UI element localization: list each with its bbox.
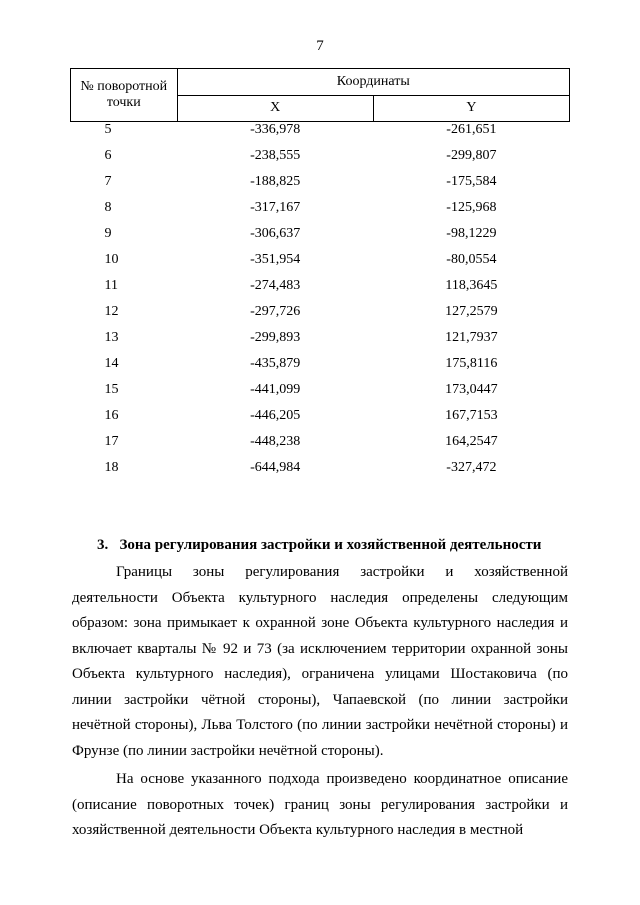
header-coordinates: Координаты [177,69,569,96]
cell-point-number: 11 [104,278,118,293]
cell-y: -175,584 [446,174,497,189]
cell-point-number: 13 [104,330,119,345]
cell-point-number: 9 [104,226,112,241]
section-title: Зона регулирования застройки и хозяйственной деятельности [119,537,542,553]
cell-point-number: 17 [104,434,119,449]
header-y: Y [373,95,569,122]
table-row [71,460,570,486]
cell-y: -125,968 [446,200,497,215]
table-row [71,148,570,174]
cell-point-number: 18 [104,460,119,475]
table-row [71,356,570,382]
paragraph-1: Границы зоны регулирования застройки и хозяйственной деятельности Объекта культурного наследия определены следующим образом: зона примыкает к охранной зоне Объекта культурного наследия и включает кварталы № 92 и 73 (за исключением территории охранной зоны Объекта культурного наследия), ограничена улицами Шостаковича (по линии застройки чётной стороны), Чапаевской (по линии застройки нечётной стороны), Льва Толстого (по линии застройки нечётной стороны) и Фрунзе (по линии застройки нечётной стороны). [72,564,568,759]
cell-point-number: 15 [104,382,119,397]
table-row [71,408,570,434]
cell-point-number: 7 [104,174,112,189]
cell-x: -448,238 [250,434,301,449]
cell-x: -644,984 [250,460,301,475]
cell-point-number: 14 [104,356,119,371]
page-number: 7 [316,38,324,54]
cell-x: -306,637 [250,226,301,241]
cell-y: -98,1229 [446,226,497,241]
cell-y: 175,8116 [445,356,498,371]
cell-x: -238,555 [250,148,301,163]
cell-x: -299,893 [250,330,301,345]
cell-y: 173,0447 [445,382,498,397]
cell-y: 167,7153 [445,408,498,423]
cell-y: 118,3645 [445,278,498,293]
cell-y: -261,651 [446,122,497,137]
table-row [71,434,570,460]
cell-x: -441,099 [250,382,301,397]
table-row [71,252,570,278]
cell-point-number: 8 [104,200,112,215]
coordinates-table [70,68,570,486]
cell-x: -351,954 [250,252,301,267]
table-body [71,122,570,487]
cell-x: -336,978 [250,122,301,137]
cell-x: -446,205 [250,408,301,423]
header-point-number: № поворотной точки [71,69,178,122]
table-row [71,226,570,252]
cell-y: 127,2579 [445,304,498,319]
table-row [71,382,570,408]
cell-x: -188,825 [250,174,301,189]
cell-x: -274,483 [250,278,301,293]
table-row [71,200,570,226]
table-row [71,330,570,356]
paragraph-2: На основе указанного подхода произведено координатное описание (описание поворотных точек) границ зоны регулирования застройки и хозяйственной деятельности Объекта культурного наследия в местной [72,771,568,838]
section-number: 3. [97,537,109,553]
table-row [71,174,570,200]
table-row [71,122,570,149]
header-x: X [177,95,373,122]
cell-y: -299,807 [446,148,497,163]
table-row [71,304,570,330]
table-row [71,278,570,304]
cell-x: -297,726 [250,304,301,319]
cell-x: -317,167 [250,200,301,215]
cell-x: -435,879 [250,356,301,371]
cell-y: -327,472 [446,460,497,475]
cell-y: 121,7937 [445,330,498,345]
cell-y: -80,0554 [446,252,497,267]
section-heading [97,537,541,554]
cell-y: 164,2547 [445,434,498,449]
cell-point-number: 5 [104,122,112,137]
cell-point-number: 6 [104,148,112,163]
cell-point-number: 10 [104,252,119,267]
cell-point-number: 16 [104,408,119,423]
cell-point-number: 12 [104,304,119,319]
